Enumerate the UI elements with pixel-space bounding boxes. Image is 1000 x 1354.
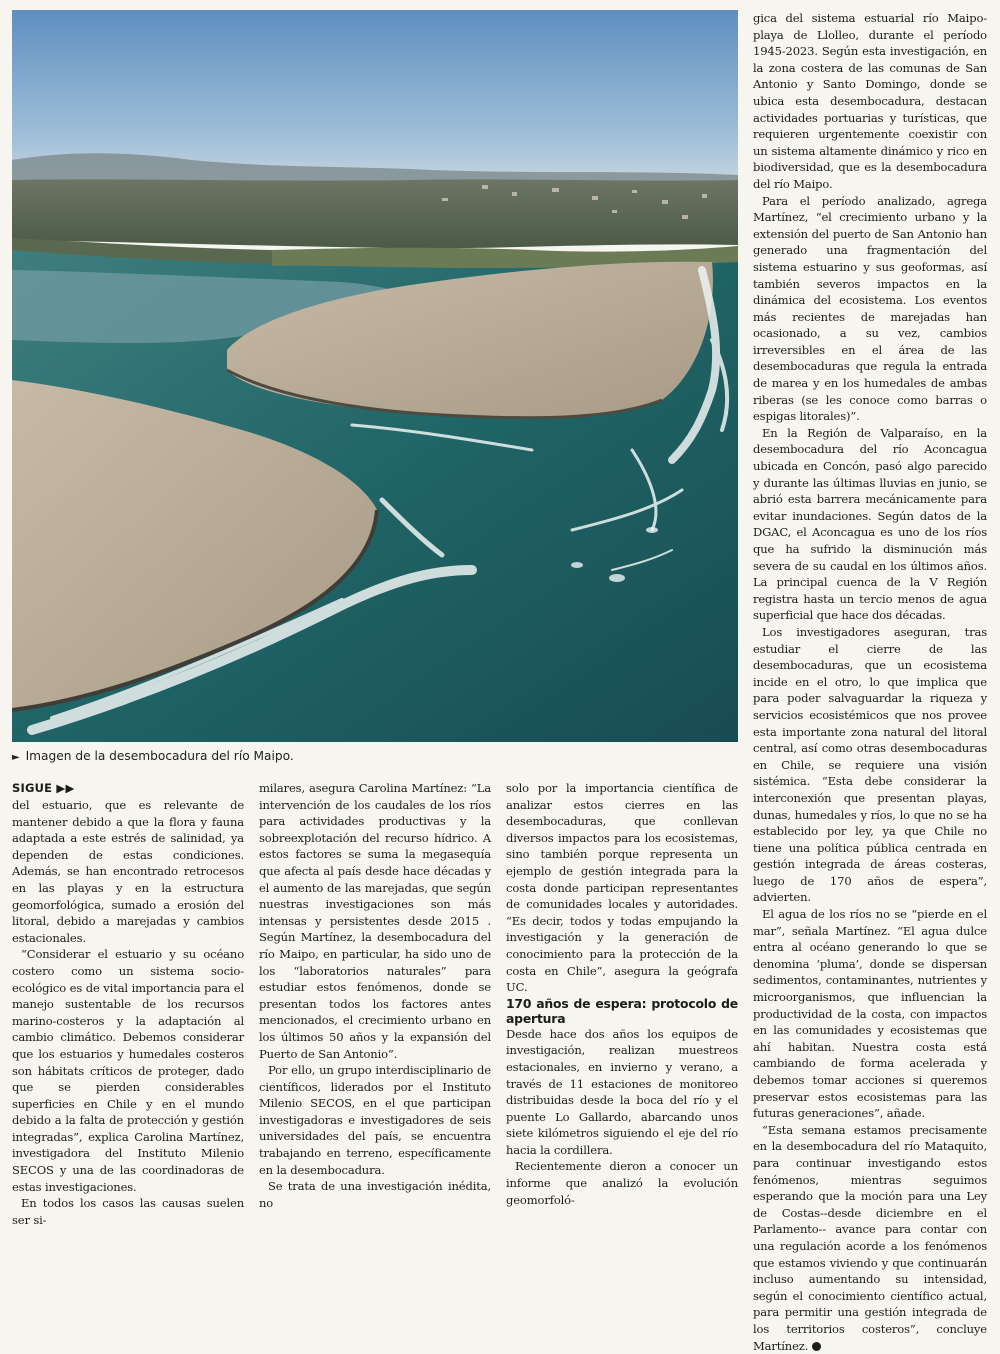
article-column-4 [753, 10, 987, 1354]
final-paragraph-text: “Esta semana estamos precisamente en la desembocadura del río Mataquito, para continuar investigando estos fenómenos, mientras seguimos esperando que la moción para una Ley de Costas--desde diciembre en el Parlamento-- avance para contar con una regulación acorde a los fenómenos que estamos viviendo y que continuarán incluso aumentando su intensidad, según el conocimiento científico actual, para permitir una gestión integrada de los territorios costeros”, concluye Martínez. [753, 1122, 987, 1353]
paragraph: solo por la importancia científica de analizar estos cierres en las desembocaduras, que conllevan diversos impactos para los ecosistemas, sino también porque representa un ejemplo de gestión integrada para la costa donde participan representantes de comunidades locales y autoridades. “Es decir, todos y todas empujando la investigación y la generación de conocimiento para la protección de la costa en Chile”, asegura la geógrafa UC. [506, 781, 738, 995]
caption-text: Imagen de la desembocadura del río Maipo. [25, 749, 294, 763]
aerial-photo-illustration [12, 10, 738, 742]
paragraph-final [753, 1122, 987, 1354]
paragraph: Desde hace dos años los equipos de investigación, realizan muestreos estacionales, en invierno y verano, a través de 11 estaciones de monitoreo distribuidas desde la boca del río y el puente Lo Gallardo, abarcando unos siete kilómetros siguiendo el eje del río hacia la cordillera. [506, 1026, 738, 1157]
paragraph: En la Región de Valparaíso, en la desembocadura del río Aconcagua ubicada en Concón, pasó algo parecido y durante las últimas lluvias en junio, se abrió esta barrera mecánicamente para evitar inundaciones. Según datos de la DGAC, el Aconcagua es uno de los ríos que ha sufrido la disminución más severa de su caudal en los últimos años. La principal cuenca de la V Región registra hasta un tercio menos de agua superficial que hace dos décadas. [753, 425, 987, 623]
estuary-photo [12, 10, 738, 742]
paragraph: “Considerar el estuario y su océano costero como un sistema socio-ecológico es de vital importancia para el manejo sustentable de los recursos marino-costeros y la adaptación al cambio climático. Debemos considerar que los estuarios y humedales costeros son hábitats críticos de proteger, dado que se pierden considerables superficies en Chile y en el mundo debido a la falta de protección y gestión integradas”, explica Carolina Martínez, investigadora del Instituto Milenio SECOS y una de las coordinadoras de estas investigaciones. [12, 947, 244, 1194]
end-mark-icon [812, 1342, 821, 1351]
photo-caption [12, 748, 738, 766]
section-subheading: 170 años de espera: protocolo de apertura [506, 995, 738, 1026]
article-column-2 [259, 780, 491, 1211]
paragraph: milares, asegura Carolina Martínez: “La intervención de los caudales de los ríos para actividades productivas y la sobreexplotación del recurso hídrico. A estos factores se suma la megasequía que afecta al país desde hace décadas y el aumento de las marejadas, que según nuestras investigaciones son más intensas y persistentes desde 2015 . Según Martínez, la desembocadura del río Maipo, en particular, ha sido uno de los “laboratorios naturales” para estudiar estos fenómenos, donde se presentan todos los factores antes mencionados, el crecimiento urbano en los últimos 50 años y la expansión del Puerto de San Antonio”. [259, 781, 491, 1061]
continuation-marker: SIGUE ▶▶ [12, 781, 75, 795]
caption-arrow-icon: ► [12, 752, 20, 763]
paragraph: En todos los casos las causas suelen ser si- [12, 1196, 244, 1227]
paragraph: del estuario, que es relevante de mantener debido a que la flora y fauna adaptada a este estrés de salinidad, ya dependen de estas condiciones. Además, se han encontrado retrocesos en las playas y en la estructura geomorfológica, sumado a erosión del litoral, debido a marejadas y cambios estacionales. [12, 798, 244, 945]
paragraph: Los investigadores aseguran, tras estudiar el cierre de las desembocaduras, que un ecosistema incide en el otro, lo que implica que para poder salvaguardar la riqueza y servicios ecosistémicos que nos provee esta importante zona natural del litoral central, así como otras desembocaduras en Chile, se requiere una visión sistémica. “Esta debe considerar la interconexión que presentan playas, dunas, humedales y ríos, lo que no se ha establecido por ley, ya que Chile no tiene una política pública centrada en gestión integrada de áreas costeras, luego de 170 años de espera”, advierten. [753, 624, 987, 905]
paragraph: Por ello, un grupo interdisciplinario de científicos, liderados por el Instituto Milenio SECOS, en el que participan investigadoras e investigadores de seis universidades del país, se encuentra trabajando en terreno, específicamente en la desembocadura. [259, 1063, 491, 1177]
paragraph: Se trata de una investigación inédita, no [259, 1179, 491, 1210]
paragraph: El agua de los ríos no se “pierde en el mar”, señala Martínez. “El agua dulce entra al océano generando lo que se denomina ‘pluma’, donde se dispersan sedimentos, contaminantes, nutrientes y microorganismos, que influencian la productividad de la costa, con impactos en las comunidades y ecosistemas que ahí habitan. Nuestra costa está cambiando de forma acelerada y debemos tomar acciones si queremos preservar estos ecosistemas para las futuras generaciones”, añade. [753, 907, 987, 1121]
paragraph: Para el período analizado, agrega Martínez, “el crecimiento urbano y la extensión del puerto de San Antonio han generado una fragmentación del sistema estuarino y sus geoformas, así también severos impactos en la dinámica del ecosistema. Los eventos más recientes de marejadas han ocasionado, a su vez, cambios irreversibles en el área de las desembocaduras que regula la entrada de marea y en los humedales de ambas riberas (se les conoce como barras o espigas litorales)”. [753, 193, 987, 424]
article-column-3 [506, 780, 738, 1208]
paragraph: gica del sistema estuarial río Maipo-playa de Llolleo, durante el período 1945-2023. Según esta investigación, en la zona costera de las comunas de San Antonio y Santo Domingo, donde se ubica esta desembocadura, destacan actividades portuarias y turísticas, que requieren urgentemente coexistir con un sistema altamente dinámico y rico en biodiversidad, que es la desembocadura del río Maipo. [753, 11, 987, 191]
paragraph: Recientemente dieron a conocer un informe que analizó la evolución geomorfoló- [506, 1159, 738, 1207]
article-column-1 [12, 780, 244, 1228]
